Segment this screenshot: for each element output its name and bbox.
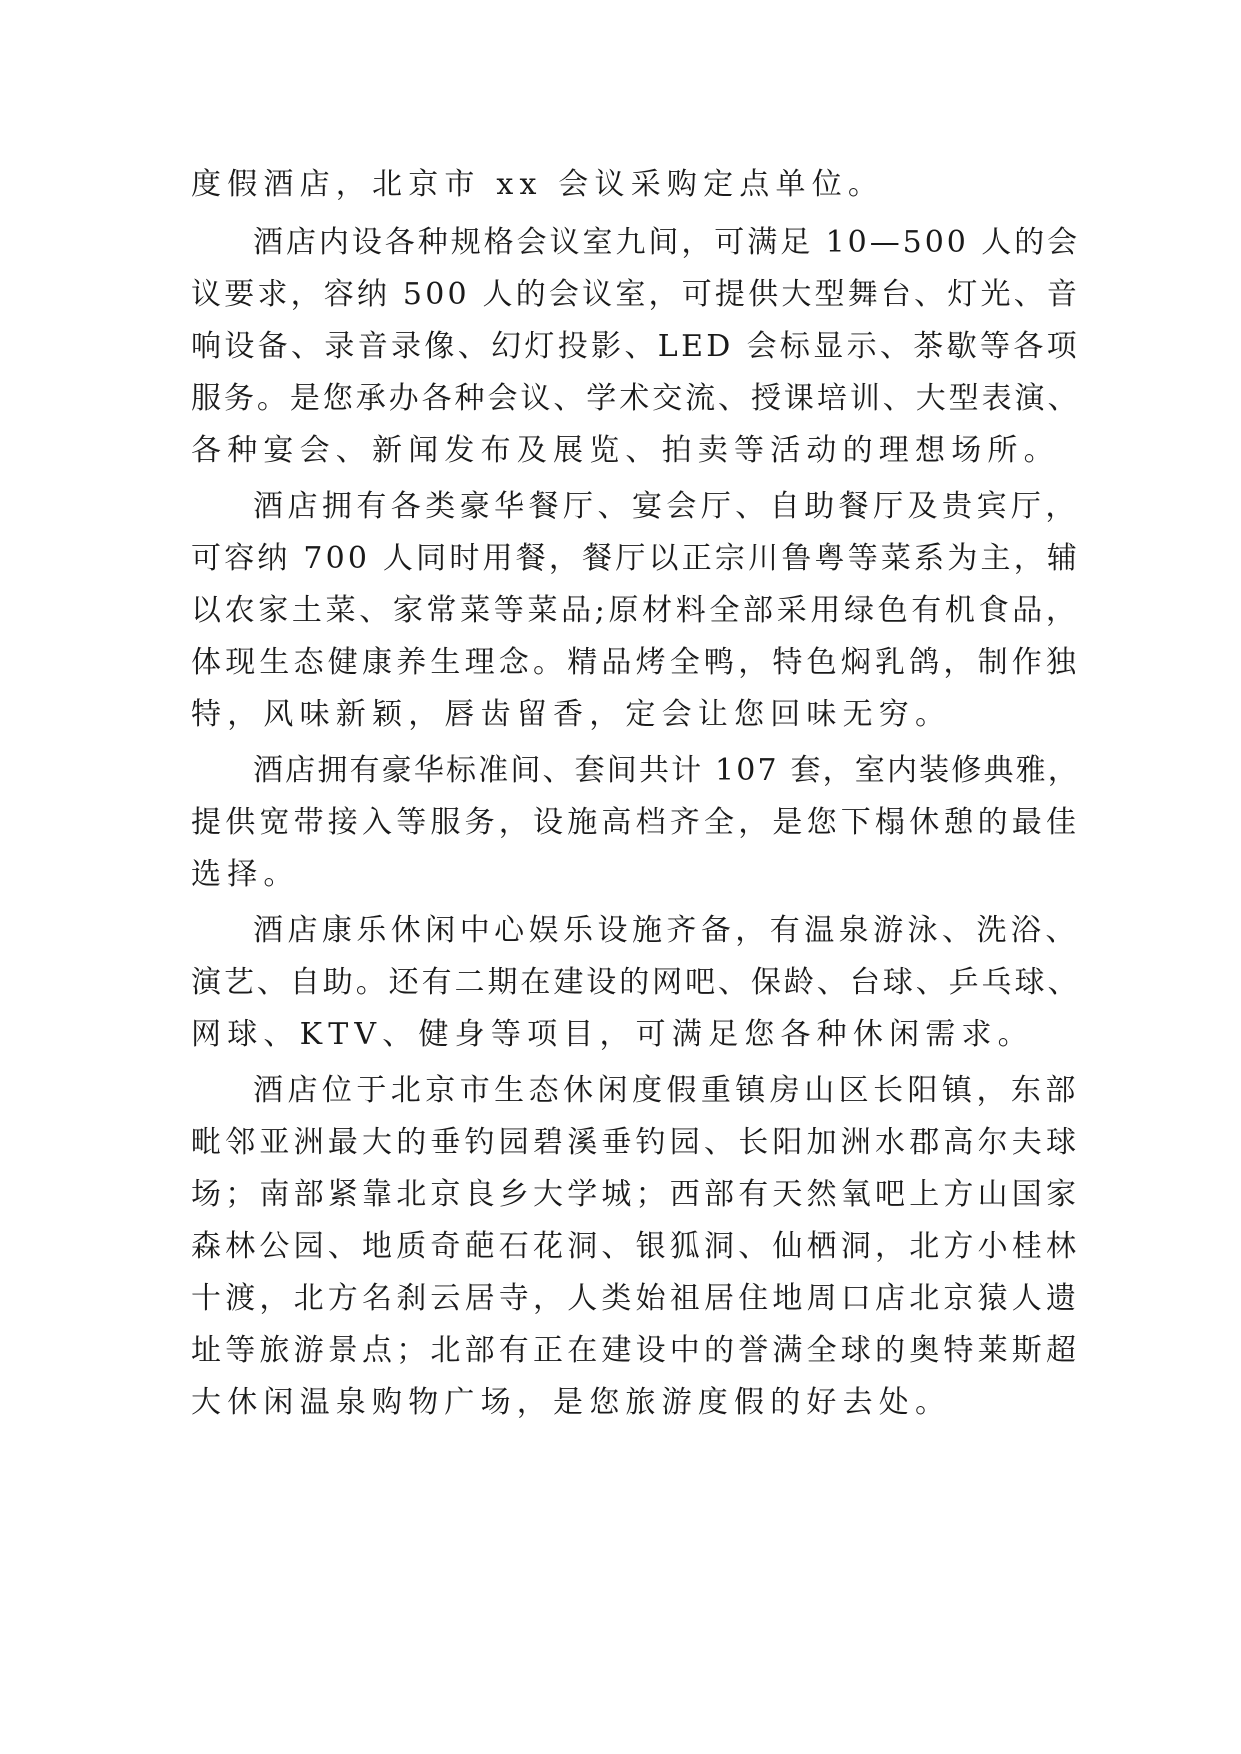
- text-line: 演艺、自助。还有二期在建设的网吧、保龄、台球、乒乓球、: [191, 965, 1081, 1000]
- text-line: 森林公园、地质奇葩石花洞、银狐洞、仙栖洞，北方小桂林: [191, 1229, 1081, 1264]
- text-line: 酒店位于北京市生态休闲度假重镇房山区长阳镇，东部: [253, 1073, 1080, 1108]
- text-line: 选择。: [191, 857, 300, 892]
- text-line: 度假酒店，北京市 xx 会议采购定点单位。: [191, 167, 885, 202]
- text-line: 服务。是您承办各种会议、学术交流、授课培训、大型表演、: [191, 381, 1081, 416]
- text-line: 可容纳 700 人同时用餐，餐厅以正宗川鲁粤等菜系为主，辅: [191, 541, 1081, 576]
- text-line: 场；南部紧靠北京良乡大学城；西部有天然氧吧上方山国家: [191, 1177, 1081, 1212]
- text-line: 以农家土菜、家常菜等菜品;原材料全部采用绿色有机食品，: [191, 593, 1080, 628]
- text-line: 网球、KTV、健身等项目，可满足您各种休闲需求。: [191, 1017, 1034, 1052]
- text-line: 提供宽带接入等服务，设施高档齐全，是您下榻休憩的最佳: [191, 805, 1081, 840]
- text-line: 十渡，北方名刹云居寺，人类始祖居住地周口店北京猿人遗: [191, 1281, 1081, 1316]
- text-line: 酒店内设各种规格会议室九间，可满足 10—500 人的会: [253, 225, 1081, 260]
- text-line: 酒店拥有各类豪华餐厅、宴会厅、自助餐厅及贵宾厅，: [253, 489, 1080, 524]
- text-line: 毗邻亚洲最大的垂钓园碧溪垂钓园、长阳加洲水郡高尔夫球: [191, 1125, 1081, 1160]
- text-line: 酒店康乐休闲中心娱乐设施齐备，有温泉游泳、洗浴、: [253, 913, 1080, 948]
- text-line: 响设备、录音录像、幻灯投影、LED 会标显示、茶歇等各项: [191, 329, 1081, 364]
- text-line: 址等旅游景点；北部有正在建设中的誉满全球的奥特莱斯超: [191, 1333, 1081, 1368]
- text-line: 各种宴会、新闻发布及展览、拍卖等活动的理想场所。: [191, 433, 1060, 468]
- text-line: 酒店拥有豪华标准间、套间共计 107 套，室内装修典雅，: [253, 753, 1080, 788]
- text-line: 大休闲温泉购物广场，是您旅游度假的好去处。: [191, 1385, 952, 1420]
- text-line: 特，风味新颖，唇齿留香，定会让您回味无穷。: [191, 697, 952, 732]
- text-line: 体现生态健康养生理念。精品烤全鸭，特色焖乳鸽，制作独: [191, 645, 1081, 680]
- text-line: 议要求，容纳 500 人的会议室，可提供大型舞台、灯光、音: [191, 277, 1081, 312]
